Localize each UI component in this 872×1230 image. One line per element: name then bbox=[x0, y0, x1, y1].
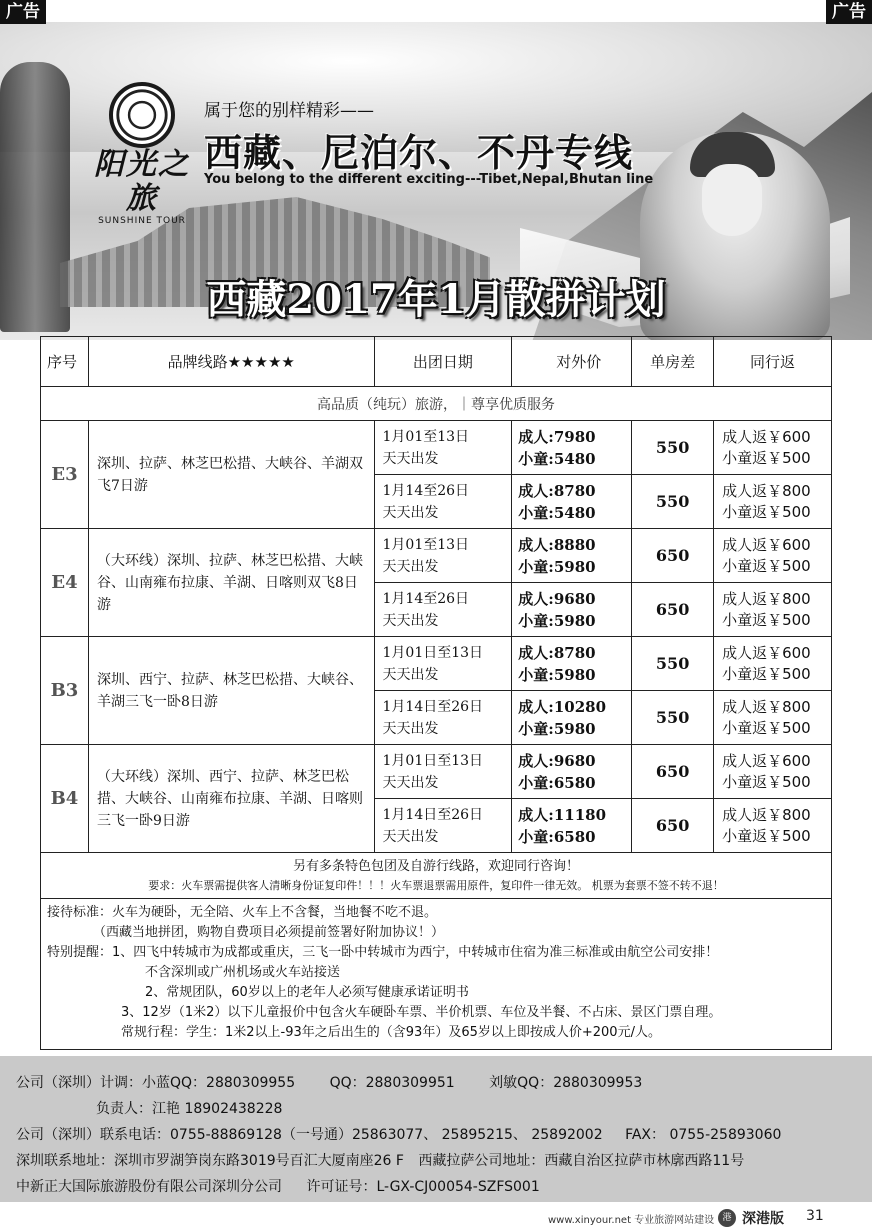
header-route: 品牌线路★★★★★ bbox=[88, 337, 374, 387]
table-row bbox=[41, 637, 832, 691]
table-subheader-row bbox=[41, 387, 832, 421]
adult-price: 成人:9680 bbox=[518, 589, 596, 608]
footer-line-address bbox=[16, 1150, 744, 1170]
lhasa-address: 西藏拉萨公司地址：西藏自治区拉萨市林廓西路11号 bbox=[418, 1153, 745, 1169]
contact-qq-3: 刘敏QQ：2880309953 bbox=[489, 1075, 643, 1091]
adult-price: 成人:11180 bbox=[518, 805, 607, 824]
note-reception-standard: 接待标准：火车为硬卧，无全陪、火车上不含餐，当地餐不吃不退。 bbox=[47, 905, 438, 920]
girl-face bbox=[702, 164, 762, 236]
single-supplement: 650 bbox=[632, 745, 714, 799]
ad-label-left: 广告 bbox=[0, 0, 46, 24]
departure-frequency: 天天出发 bbox=[382, 828, 439, 845]
notice-cell bbox=[41, 853, 832, 899]
note-elderly: 2、常规团队，60岁以上的老年人必须写健康承诺证明书 bbox=[145, 985, 469, 1000]
child-return: 小童返￥500 bbox=[722, 610, 811, 629]
shenzhen-address: 深圳联系地址：深圳市罗湖笋岗东路3019号百汇大厦南座26 F bbox=[16, 1153, 404, 1169]
child-price: 小童:5980 bbox=[518, 557, 596, 576]
logo-english: SUNSHINE TOUR bbox=[98, 216, 186, 226]
plan-title: 西藏2017年1月散拼计划 bbox=[206, 276, 666, 323]
header-single: 单房差 bbox=[632, 337, 714, 387]
date-cell bbox=[374, 691, 512, 745]
contact-footer bbox=[0, 1056, 872, 1202]
date-range: 1月14至26日 bbox=[382, 590, 470, 607]
departure-frequency: 天天出发 bbox=[382, 450, 439, 467]
date-cell bbox=[374, 421, 512, 475]
adult-return: 成人返￥800 bbox=[722, 481, 811, 500]
notice-requirements: 要求：火车票需提供客人清晰身份证复印件！！！火车票退票需用原件，复印件一律无效。 机票为套票不签不转不退！ bbox=[148, 878, 724, 892]
route-code: E3 bbox=[41, 421, 89, 529]
route-name: （大环线）深圳、西宁、拉萨、林芝巴松措、大峡谷、山南雍布拉康、羊湖、日喀则三飞一卧9日游 bbox=[88, 745, 374, 853]
date-cell bbox=[374, 745, 512, 799]
contact-qq-2: QQ：2880309951 bbox=[329, 1075, 455, 1091]
header-no: 序号 bbox=[41, 337, 89, 387]
adult-price: 成人:9680 bbox=[518, 751, 596, 770]
website-credit: www.xinyour.net 专业旅游网站建设 bbox=[548, 1215, 715, 1226]
license-number: 许可证号：L-GX-CJ00054-SZFS001 bbox=[306, 1179, 540, 1195]
return-cell bbox=[714, 691, 832, 745]
child-return: 小童返￥500 bbox=[722, 772, 811, 791]
child-price: 小童:5480 bbox=[518, 449, 596, 468]
table-header-row bbox=[41, 337, 832, 387]
single-supplement: 650 bbox=[632, 529, 714, 583]
single-supplement: 650 bbox=[632, 799, 714, 853]
child-price: 小童:6580 bbox=[518, 773, 596, 792]
note-no-pickup: 不含深圳或广州机场或火车站接送 bbox=[145, 965, 341, 980]
header-date: 出团日期 bbox=[374, 337, 512, 387]
edition-label: 深港版 bbox=[742, 1211, 784, 1227]
adult-price: 成人:8780 bbox=[518, 481, 596, 500]
child-price: 小童:5980 bbox=[518, 611, 596, 630]
contact-fax: FAX： 0755-25893060 bbox=[625, 1127, 782, 1143]
note-students: 常规行程：学生：1米2以上-93年之后出生的（含93年）及65岁以上即按成人价+200元/人。 bbox=[121, 1025, 661, 1040]
date-cell bbox=[374, 475, 512, 529]
price-cell bbox=[512, 799, 632, 853]
date-cell bbox=[374, 799, 512, 853]
table-row bbox=[41, 421, 832, 475]
return-cell bbox=[714, 799, 832, 853]
tour-table bbox=[40, 336, 832, 1050]
table-row bbox=[41, 745, 832, 799]
note-transfer-city: 特别提醒：1、四飞中转城市为成都或重庆，三飞一卧中转城市为西宁，中转城市住宿为准三标准或由航空公司安排！ bbox=[47, 945, 719, 960]
logo-chinese: 阳光之旅 bbox=[94, 147, 190, 216]
single-supplement: 650 bbox=[632, 583, 714, 637]
departure-frequency: 天天出发 bbox=[382, 666, 439, 683]
adult-price: 成人:7980 bbox=[518, 427, 596, 446]
notes-cell bbox=[41, 899, 832, 1050]
price-cell bbox=[512, 529, 632, 583]
return-cell bbox=[714, 583, 832, 637]
date-range: 1月14至26日 bbox=[382, 482, 470, 499]
child-return: 小童返￥500 bbox=[722, 664, 811, 683]
adult-price: 成人:10280 bbox=[518, 697, 607, 716]
single-supplement: 550 bbox=[632, 691, 714, 745]
return-cell bbox=[714, 475, 832, 529]
page-number: 31 bbox=[806, 1208, 824, 1224]
child-return: 小童返￥500 bbox=[722, 718, 811, 737]
adult-return: 成人返￥800 bbox=[722, 589, 811, 608]
contact-qq-1: 公司（深圳）计调：小蓝QQ：2880309955 bbox=[16, 1075, 296, 1091]
route-code: B3 bbox=[41, 637, 89, 745]
child-price: 小童:5480 bbox=[518, 503, 596, 522]
date-range: 1月14日至26日 bbox=[382, 806, 484, 823]
tagline: 属于您的别样精彩—— bbox=[204, 101, 374, 121]
footer-manager: 负责人：江艳 18902438228 bbox=[96, 1101, 283, 1117]
date-range: 1月14日至26日 bbox=[382, 698, 484, 715]
return-cell bbox=[714, 745, 832, 799]
departure-frequency: 天天出发 bbox=[382, 774, 439, 791]
child-price: 小童:5980 bbox=[518, 665, 596, 684]
return-cell bbox=[714, 421, 832, 475]
footer-line-company bbox=[16, 1176, 540, 1196]
table-row bbox=[41, 529, 832, 583]
ad-label-right: 广告 bbox=[826, 0, 872, 24]
date-range: 1月01至13日 bbox=[382, 536, 470, 553]
english-subtitle: You belong to the different exciting---Tibet,Nepal,Bhutan line bbox=[204, 172, 654, 187]
price-cell bbox=[512, 745, 632, 799]
date-range: 1月01至13日 bbox=[382, 428, 470, 445]
route-code: B4 bbox=[41, 745, 89, 853]
price-cell bbox=[512, 637, 632, 691]
edition-icon: 港 bbox=[718, 1209, 736, 1227]
adult-return: 成人返￥600 bbox=[722, 643, 811, 662]
footer-line-qq bbox=[16, 1072, 642, 1092]
footer-line-phone bbox=[16, 1124, 781, 1144]
return-cell bbox=[714, 637, 832, 691]
adult-return: 成人返￥600 bbox=[722, 751, 811, 770]
departure-frequency: 天天出发 bbox=[382, 558, 439, 575]
date-cell bbox=[374, 529, 512, 583]
price-cell bbox=[512, 475, 632, 529]
main-title: 西藏、尼泊尔、不丹专线 bbox=[204, 131, 634, 175]
brand-logo bbox=[82, 82, 202, 226]
return-cell bbox=[714, 529, 832, 583]
notice-consult: 另有多条特色包团及自游行线路，欢迎同行咨询！ bbox=[292, 858, 579, 874]
company-name: 中新正大国际旅游股份有限公司深圳分公司 bbox=[16, 1179, 282, 1195]
route-name: （大环线）深圳、拉萨、林芝巴松措、大峡谷、山南雍布拉康、羊湖、日喀则双飞8日游 bbox=[88, 529, 374, 637]
header-price: 对外价 bbox=[512, 337, 632, 387]
price-cell bbox=[512, 691, 632, 745]
single-supplement: 550 bbox=[632, 475, 714, 529]
table-subheader: 高品质（纯玩）旅游，｜尊享优质服务 bbox=[41, 387, 832, 421]
sun-logo-icon bbox=[109, 82, 175, 148]
adult-price: 成人:8780 bbox=[518, 643, 596, 662]
price-cell bbox=[512, 421, 632, 475]
route-code: E4 bbox=[41, 529, 89, 637]
child-return: 小童返￥500 bbox=[722, 556, 811, 575]
adult-return: 成人返￥600 bbox=[722, 535, 811, 554]
departure-frequency: 天天出发 bbox=[382, 720, 439, 737]
route-name: 深圳、拉萨、林芝巴松措、大峡谷、羊湖双飞7日游 bbox=[88, 421, 374, 529]
page-bottom-bar bbox=[0, 1204, 872, 1230]
note-children: 3、12岁（1米2）以下儿童报价中包含火车硬卧车票、半价机票、车位及半餐、不占床、景区门票自理。 bbox=[121, 1005, 722, 1020]
route-name: 深圳、西宁、拉萨、林芝巴松措、大峡谷、羊湖三飞一卧8日游 bbox=[88, 637, 374, 745]
price-cell bbox=[512, 583, 632, 637]
adult-price: 成人:8880 bbox=[518, 535, 596, 554]
notice-row bbox=[41, 853, 832, 899]
notes-row bbox=[41, 899, 832, 1050]
child-price: 小童:6580 bbox=[518, 827, 596, 846]
date-range: 1月01日至13日 bbox=[382, 752, 484, 769]
date-range: 1月01日至13日 bbox=[382, 644, 484, 661]
single-supplement: 550 bbox=[632, 421, 714, 475]
child-return: 小童返￥500 bbox=[722, 826, 811, 845]
date-cell bbox=[374, 637, 512, 691]
departure-frequency: 天天出发 bbox=[382, 612, 439, 629]
contact-phone: 公司（深圳）联系电话：0755-88869128（一号通）25863077、 25895215、 25892002 bbox=[16, 1127, 603, 1143]
child-return: 小童返￥500 bbox=[722, 448, 811, 467]
adult-return: 成人返￥800 bbox=[722, 697, 811, 716]
child-price: 小童:5980 bbox=[518, 719, 596, 738]
date-cell bbox=[374, 583, 512, 637]
note-shopping-agreement: （西藏当地拼团，购物自费项目必须提前签署好附加协议！） bbox=[93, 925, 445, 940]
header-return: 同行返 bbox=[714, 337, 832, 387]
departure-frequency: 天天出发 bbox=[382, 504, 439, 521]
single-supplement: 550 bbox=[632, 637, 714, 691]
adult-return: 成人返￥800 bbox=[722, 805, 811, 824]
adult-return: 成人返￥600 bbox=[722, 427, 811, 446]
child-return: 小童返￥500 bbox=[722, 502, 811, 521]
